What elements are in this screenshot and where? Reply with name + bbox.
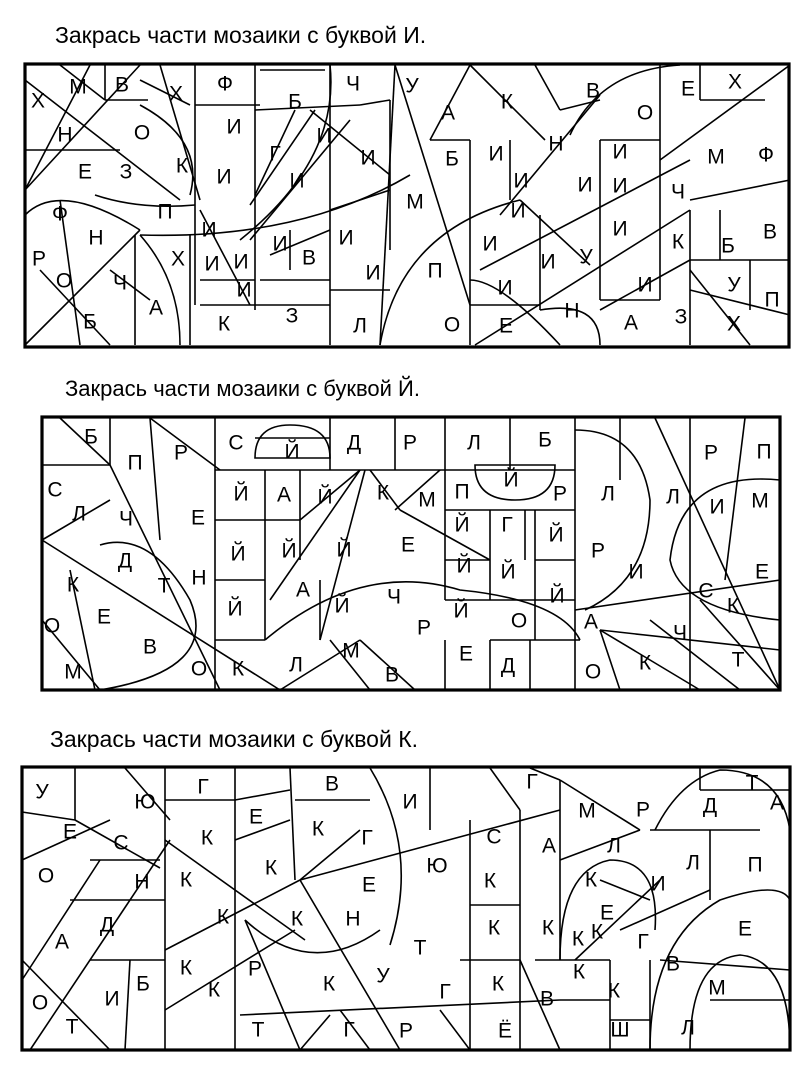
mosaic-letter: О — [190, 657, 208, 681]
mosaic-letter: Р — [402, 431, 418, 455]
mosaic-letter: П — [747, 853, 763, 877]
mosaic-letter: К — [491, 972, 505, 996]
mosaic-letter: В — [114, 73, 130, 97]
mosaic-letter: Г — [501, 513, 513, 537]
mosaic-letter: И — [577, 173, 593, 197]
mosaic-letter: Т — [157, 574, 171, 598]
mosaic-letter: С — [47, 478, 63, 502]
mosaic-letter: А — [583, 610, 599, 634]
mosaic-letter: О — [31, 991, 49, 1015]
mosaic-letter: В — [665, 952, 681, 976]
mosaic-letter: У — [376, 964, 390, 988]
mosaic-letter: И — [316, 124, 332, 148]
mosaic-letter: Й — [317, 485, 333, 509]
mosaic-letter: Р — [552, 482, 568, 506]
mosaic-letter: К — [483, 869, 497, 893]
mosaic-letter: И — [360, 146, 376, 170]
mosaic-letter: Е — [361, 873, 377, 897]
mosaic-letter: Н — [191, 566, 207, 590]
mosaic-letter: К — [290, 907, 304, 931]
mosaic-letter: Д — [99, 913, 115, 937]
mosaic-letter: И — [201, 218, 217, 242]
mosaic-letter: М — [69, 75, 87, 99]
mosaic-letter: М — [578, 799, 596, 823]
mosaic-letter: Ф — [758, 143, 774, 167]
mosaic-letter: А — [541, 834, 557, 858]
mosaic-letter: К — [66, 573, 80, 597]
mosaic-letter: Д — [346, 431, 362, 455]
mosaic-letter: И — [612, 174, 628, 198]
mosaic-letter: Й — [227, 597, 243, 621]
mosaic-letter: В — [762, 220, 778, 244]
mosaic-3 — [0, 760, 810, 1080]
mosaic-letter: И — [709, 495, 725, 519]
mosaic-letter: Л — [353, 314, 367, 338]
mosaic-letter: Е — [62, 820, 78, 844]
mosaic-letter: Й — [549, 584, 565, 608]
mosaic-letter: О — [636, 101, 654, 125]
mosaic-letter: И — [540, 250, 556, 274]
mosaic-letter: Д — [702, 794, 718, 818]
mosaic-letter: К — [217, 312, 231, 336]
mosaic-letter: М — [406, 190, 424, 214]
mosaic-letter: С — [228, 431, 244, 455]
mosaic-letter: Г — [343, 1018, 355, 1042]
mosaic-letter: Б — [288, 90, 302, 114]
mosaic-letter: Ч — [346, 72, 360, 96]
mosaic-letter: И — [628, 560, 644, 584]
mosaic-2-letters — [44, 426, 772, 687]
mosaic-letter: И — [650, 872, 666, 896]
mosaic-letter: К — [571, 927, 585, 951]
mosaic-letter: Т — [65, 1015, 79, 1039]
mosaic-letter: Ч — [673, 621, 687, 645]
mosaic-letter: Т — [413, 936, 427, 960]
mosaic-letter: К — [311, 817, 325, 841]
mosaic-letter: И — [482, 232, 498, 256]
mosaic-letter: И — [612, 217, 628, 241]
mosaic-letter: Д — [500, 654, 516, 678]
mosaic-letter: Р — [398, 1019, 414, 1043]
mosaic-letter: М — [708, 976, 726, 1000]
mosaic-letter: Б — [538, 428, 552, 452]
mosaic-letter: Й — [230, 542, 246, 566]
mosaic-letter: И — [289, 169, 305, 193]
mosaic-letter: Е — [77, 160, 93, 184]
mosaic-letter: Х — [170, 247, 186, 271]
mosaic-letter: Н — [548, 132, 564, 156]
mosaic-letter: Й — [233, 482, 249, 506]
mosaic-letter: П — [756, 440, 772, 464]
mosaic-letter: У — [35, 780, 49, 804]
task-1-title: Закрась части мозаики с буквой И. — [55, 22, 427, 48]
mosaic-letter: Ю — [426, 854, 448, 878]
mosaic-letter: М — [64, 660, 82, 684]
mosaic-letter: К — [322, 972, 336, 996]
mosaic-letter: Г — [526, 770, 538, 794]
mosaic-letter: О — [584, 660, 602, 684]
mosaic-letter: М — [707, 145, 725, 169]
mosaic-letter: К — [231, 657, 245, 681]
mosaic-letter: К — [175, 154, 189, 178]
mosaic-letter: П — [157, 200, 173, 224]
mosaic-letter: И — [338, 226, 354, 250]
mosaic-letter: К — [541, 916, 555, 940]
mosaic-letter: Е — [96, 605, 112, 629]
mosaic-letter: К — [179, 956, 193, 980]
mosaic-letter: Ч — [119, 507, 133, 531]
mosaic-letter: К — [179, 868, 193, 892]
task-2-title: Закрась части мозаики с буквой Й. — [65, 376, 420, 401]
mosaic-letter: К — [726, 594, 740, 618]
mosaic-letter: С — [698, 579, 714, 603]
mosaic-letter: Х — [168, 82, 184, 106]
mosaic-letter: Р — [703, 441, 719, 465]
mosaic-letter: И — [510, 199, 526, 223]
mosaic-letter: К — [590, 920, 604, 944]
mosaic-letter: К — [264, 856, 278, 880]
mosaic-letter: К — [207, 978, 221, 1002]
mosaic-letter: З — [119, 160, 133, 184]
mosaic-letter: Г — [361, 826, 373, 850]
mosaic-letter: Р — [590, 539, 606, 563]
mosaic-letter: А — [148, 296, 164, 320]
mosaic-1-letters — [31, 71, 780, 338]
mosaic-letter: П — [427, 259, 443, 283]
mosaic-letter: К — [376, 481, 390, 505]
mosaic-letter: К — [607, 979, 621, 1003]
mosaic-letter: Л — [607, 834, 621, 858]
mosaic-letter: Н — [88, 226, 104, 250]
mosaic-letter: А — [440, 101, 456, 125]
mosaic-letter: В — [324, 772, 340, 796]
mosaic-letter: О — [55, 269, 73, 293]
mosaic-letter: Б — [84, 425, 98, 449]
mosaic-letter: Т — [251, 1018, 265, 1042]
mosaic-letter: Г — [197, 775, 209, 799]
mosaic-letter: К — [584, 868, 598, 892]
mosaic-letter: Р — [416, 616, 432, 640]
mosaic-letter: А — [295, 578, 311, 602]
mosaic-letter: И — [365, 261, 381, 285]
mosaic-letter: П — [764, 288, 780, 312]
mosaic-letter: И — [204, 252, 220, 276]
mosaic-letter: Р — [173, 441, 189, 465]
mosaic-letter: Ч — [387, 585, 401, 609]
mosaic-letter: Й — [454, 513, 470, 537]
mosaic-letter: З — [285, 304, 299, 328]
mosaic-letter: Е — [190, 506, 206, 530]
mosaic-letter: З — [674, 305, 688, 329]
mosaic-letter: Й — [453, 599, 469, 623]
mosaic-letter: Й — [500, 560, 516, 584]
mosaic-letter: Ч — [671, 180, 685, 204]
mosaic-letter: Б — [445, 147, 459, 171]
mosaic-letter: Е — [498, 314, 514, 338]
mosaic-letter: Ф — [217, 72, 233, 96]
mosaic-letter: Б — [721, 234, 735, 258]
mosaic-letter: И — [497, 276, 513, 300]
mosaic-letter: К — [671, 230, 685, 254]
mosaic-letter: Ш — [610, 1018, 630, 1042]
mosaic-letter: И — [233, 250, 249, 274]
mosaic-letter: Е — [680, 77, 696, 101]
mosaic-letter: М — [342, 639, 360, 663]
mosaic-letter: И — [272, 232, 288, 256]
mosaic-letter: Ё — [497, 1019, 513, 1043]
mosaic-letter: Г — [439, 980, 451, 1004]
mosaic-letter: Е — [599, 901, 615, 925]
mosaic-letter: Т — [745, 771, 759, 795]
mosaic-letter: С — [113, 831, 129, 855]
mosaic-letter: Р — [31, 247, 47, 271]
mosaic-letter: В — [301, 246, 317, 270]
mosaic-letter: Б — [83, 310, 97, 334]
mosaic-letter: Р — [635, 798, 651, 822]
mosaic-letter: В — [585, 79, 601, 103]
mosaic-letter: К — [200, 826, 214, 850]
task-3-title: Закрась части мозаики с буквой К. — [50, 726, 418, 752]
mosaic-letter: М — [751, 489, 769, 513]
mosaic-letter: Н — [345, 907, 361, 931]
mosaic-letter: Г — [637, 930, 649, 954]
mosaic-letter: И — [104, 987, 120, 1011]
mosaic-letter: А — [623, 311, 639, 335]
mosaic-letter: И — [612, 140, 628, 164]
mosaic-letter: Г — [269, 142, 281, 166]
mosaic-letter: К — [216, 905, 230, 929]
mosaic-letter: В — [384, 663, 400, 687]
mosaic-letter: Л — [72, 502, 86, 526]
mosaic-letter: Й — [281, 539, 297, 563]
mosaic-letter: О — [443, 313, 461, 337]
mosaic-letter: Н — [564, 299, 580, 323]
mosaic-letter: Ф — [52, 202, 68, 226]
mosaic-letter: К — [500, 90, 514, 114]
mosaic-letter: Д — [117, 549, 133, 573]
mosaic-letter: У — [579, 245, 593, 269]
mosaic-letter: Т — [731, 648, 745, 672]
mosaic-letter: Й — [334, 594, 350, 618]
mosaic-letter: О — [133, 121, 151, 145]
mosaic-letter: Л — [681, 1016, 695, 1040]
mosaic-letter: П — [454, 480, 470, 504]
mosaic-letter: И — [637, 273, 653, 297]
mosaic-letter: О — [43, 614, 61, 638]
mosaic-letter: И — [216, 165, 232, 189]
mosaic-letter: У — [727, 273, 741, 297]
mosaic-letter: Й — [284, 440, 300, 464]
mosaic-letter: И — [402, 790, 418, 814]
mosaic-letter: Б — [136, 972, 150, 996]
mosaic-letter: И — [226, 115, 242, 139]
mosaic-letter: Е — [458, 642, 474, 666]
mosaic-letter: У — [405, 74, 419, 98]
mosaic-letter: И — [488, 142, 504, 166]
mosaic-letter: Ч — [113, 271, 127, 295]
mosaic-letter: С — [486, 825, 502, 849]
mosaic-letter: А — [54, 930, 70, 954]
mosaic-letter: Х — [726, 312, 742, 336]
mosaic-letter: Н — [57, 123, 73, 147]
mosaic-letter: Е — [400, 533, 416, 557]
mosaic-letter: К — [487, 916, 501, 940]
mosaic-letter: А — [769, 791, 785, 815]
mosaic-letter: Л — [666, 485, 680, 509]
mosaic-letter: К — [638, 651, 652, 675]
mosaic-letter: Ю — [134, 790, 156, 814]
mosaic-letter: О — [510, 609, 528, 633]
mosaic-letter: К — [572, 960, 586, 984]
mosaic-letter: Л — [467, 431, 481, 455]
mosaic-letter: М — [418, 488, 436, 512]
mosaic-2 — [0, 360, 810, 720]
mosaic-letter: Й — [548, 523, 564, 547]
mosaic-letter: Р — [247, 957, 263, 981]
mosaic-letter: Х — [30, 89, 46, 113]
mosaic-letter: И — [236, 278, 252, 302]
mosaic-letter: А — [276, 483, 292, 507]
mosaic-letter: Й — [503, 468, 519, 492]
mosaic-letter: Л — [289, 653, 303, 677]
mosaic-letter: Й — [336, 538, 352, 562]
mosaic-letter: Й — [456, 554, 472, 578]
mosaic-letter: В — [539, 987, 555, 1011]
mosaic-1 — [0, 0, 810, 360]
mosaic-letter: Х — [727, 70, 743, 94]
mosaic-letter: Е — [737, 917, 753, 941]
mosaic-letter: О — [37, 864, 55, 888]
mosaic-letter: Е — [754, 560, 770, 584]
mosaic-letter: Н — [134, 870, 150, 894]
mosaic-letter: Е — [248, 805, 264, 829]
mosaic-letter: Л — [686, 851, 700, 875]
mosaic-letter: В — [142, 635, 158, 659]
mosaic-letter: Л — [601, 482, 615, 506]
mosaic-letter: И — [513, 169, 529, 193]
mosaic-letter: П — [127, 451, 143, 475]
